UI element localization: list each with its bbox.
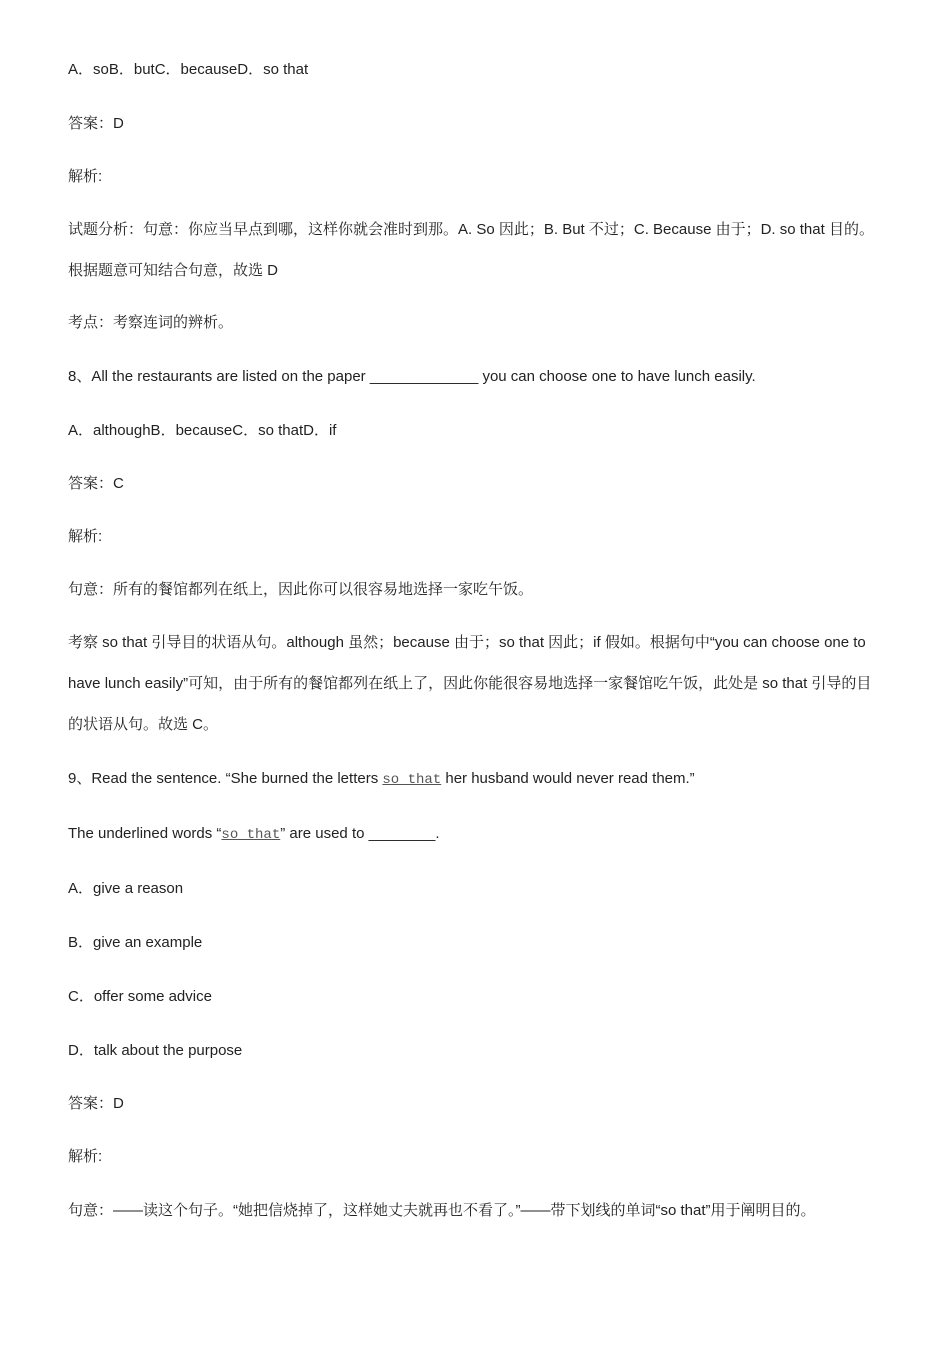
q9-question-line2 bbox=[68, 824, 883, 845]
q8-options: A．althoughB．becauseC．so thatD．if bbox=[68, 422, 337, 439]
q9-analysis-label: 解析: bbox=[68, 1148, 103, 1165]
q9-line2-prefix: The underlined words “ bbox=[68, 825, 222, 842]
q7-answer: 答案：D bbox=[68, 115, 124, 132]
q8-question: 8、All the restaurants are listed on the paper _____________ you can choose one to have lunch easily. bbox=[68, 368, 756, 385]
q9-option-a: A．give a reason bbox=[68, 880, 184, 897]
q9-option-b: B．give an example bbox=[68, 934, 203, 951]
q7-analysis: 试题分析：句意：你应当早点到哪，这样你就会准时到那。A. So 因此；B. But 不过；C. Because 由于；D. so that 目的。根据题意可知结合句意，故选 D bbox=[68, 221, 874, 279]
q9-option-c: C．offer some advice bbox=[68, 988, 212, 1005]
q8-analysis: 考察 so that 引导目的状语从句。although 虽然；because 由于；so that 因此；if 假如。根据句中“you can choose one to have lunch easily”可知，由于所有的餐馆都列在纸上了，因此你能很容易地选择一家餐馆吃午饭，此处是 so that 引导的目的状语从句。故选 C。 bbox=[68, 634, 872, 733]
q9-line2-underlined: so that bbox=[221, 827, 281, 843]
q9-question-prefix: 9、Read the sentence. “She burned the letters bbox=[68, 770, 383, 787]
q7-options: A．soB．butC．becauseD．so that bbox=[68, 61, 309, 78]
q9-line2-suffix: ” are used to ________. bbox=[280, 825, 440, 842]
q7-point: 考点：考察连词的辨析。 bbox=[68, 314, 234, 331]
q8-answer: 答案：C bbox=[68, 475, 124, 492]
q7-analysis-label: 解析: bbox=[68, 168, 103, 185]
q9-option-d: D．talk about the purpose bbox=[68, 1042, 243, 1059]
q9-underlined-words: so that bbox=[382, 772, 442, 788]
q9-question-suffix: her husband would never read them.” bbox=[441, 770, 695, 787]
q8-meaning: 句意：所有的餐馆都列在纸上，因此你可以很容易地选择一家吃午饭。 bbox=[68, 581, 534, 598]
q8-analysis-label: 解析: bbox=[68, 528, 103, 545]
q9-meaning: 句意：——读这个句子。“她把信烧掉了，这样她丈夫就再也不看了。”——带下划线的单词“so that”用于阐明目的。 bbox=[68, 1202, 816, 1219]
q9-question bbox=[68, 769, 883, 790]
q9-answer: 答案：D bbox=[68, 1095, 124, 1112]
